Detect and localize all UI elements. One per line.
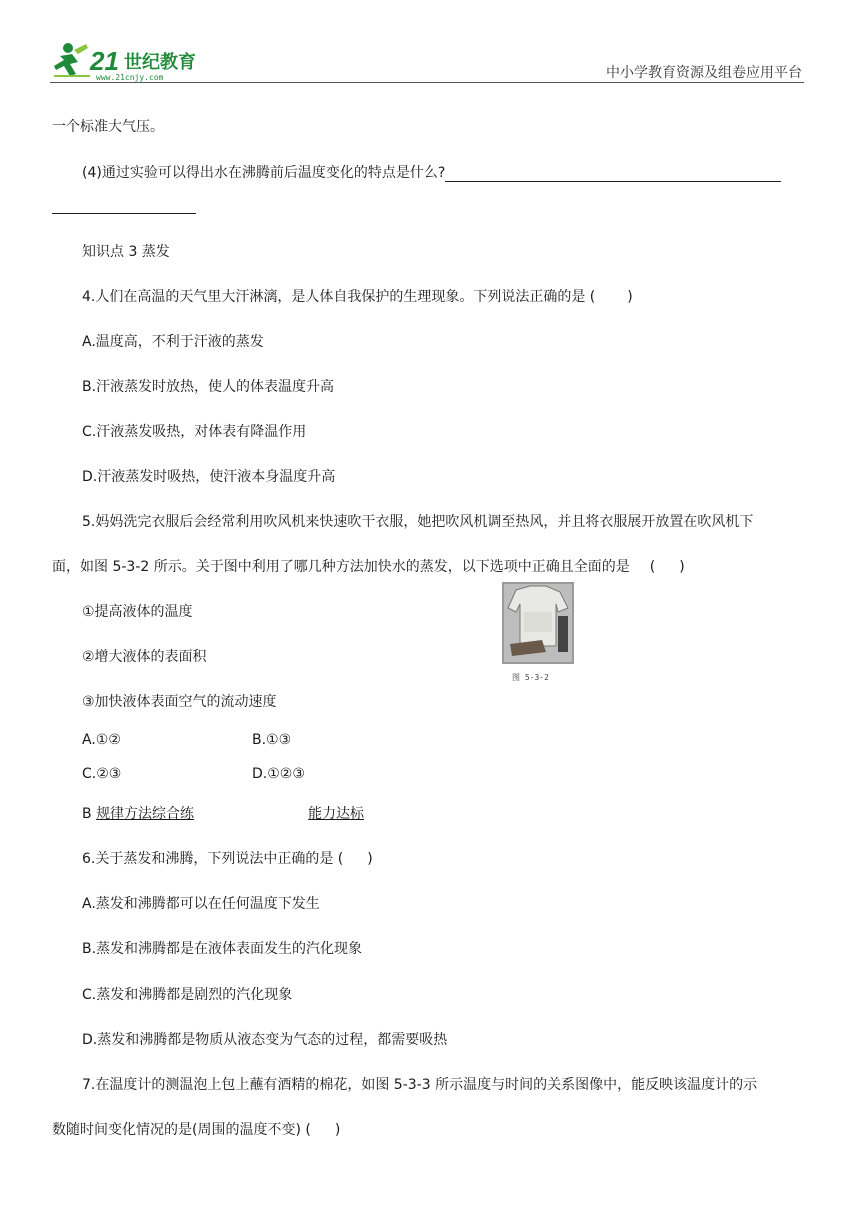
option-c: C.②③ xyxy=(82,766,122,782)
question-7-cont: 数随时间变化情况的是(周围的温度不变) ( ) xyxy=(52,1122,341,1138)
option-d: D.①②③ xyxy=(252,766,305,782)
option-d: D.蒸发和沸腾都是物质从液态变为气态的过程，都需要吸热 xyxy=(82,1032,448,1048)
question-text: 4.人们在高温的天气里大汗淋漓，是人体自我保护的生理现象。下列说法正确的是 ( xyxy=(82,289,596,305)
question-5: 5.妈妈洗完衣服后会经常利用吹风机来快速吹干衣服，她把吹风机调至热风，并且将衣服展开放置在吹风机下 xyxy=(82,514,754,530)
option-a: A.温度高，不利于汗液的蒸发 xyxy=(82,334,264,350)
svg-text:www.21cnjy.com: www.21cnjy.com xyxy=(96,73,164,82)
figure-caption: 图 5-3-2 xyxy=(512,673,549,682)
clothes-photo xyxy=(502,582,574,664)
option-c: C.汗液蒸发吸热，对体表有降温作用 xyxy=(82,424,307,440)
question-5-cont: 面，如图 5-3-2 所示。关于图中利用了哪几种方法加快水的蒸发，以下选项中正确且全面的是 ( ) xyxy=(52,559,685,575)
text-line: 一个标准大气压。 xyxy=(52,119,164,135)
method-3: ③加快液体表面空气的流动速度 xyxy=(82,694,277,710)
platform-name: 中小学教育资源及组卷应用平台 xyxy=(606,65,802,81)
paren-open: ( xyxy=(649,559,656,575)
option-b: B.①③ xyxy=(252,732,292,748)
section-b-heading: B 规律方法综合练 能力达标 xyxy=(82,805,370,823)
question-text: (4)通过实验可以得出水在沸腾前后温度变化的特点是什么? xyxy=(82,165,446,181)
svg-text:21: 21 xyxy=(90,46,119,76)
option-b: B.汗液蒸发时放热，使人的体表温度升高 xyxy=(82,379,335,395)
question-4 xyxy=(82,288,633,306)
svg-text:世纪教育: 世纪教育 xyxy=(124,52,196,73)
method-1: ①提高液体的温度 xyxy=(82,604,193,620)
question-4-part xyxy=(82,164,781,182)
answer-blank[interactable] xyxy=(445,166,781,182)
header-divider xyxy=(50,82,804,83)
method-2: ②增大液体的表面积 xyxy=(82,649,207,665)
page-header xyxy=(0,0,860,90)
option-a: A.蒸发和沸腾都可以在任何温度下发生 xyxy=(82,896,320,912)
option-a: A.①② xyxy=(82,732,121,748)
section-title: 规律方法综合练 能力达标 xyxy=(96,806,365,822)
logo-icon xyxy=(50,40,220,82)
question-6: 6.关于蒸发和沸腾，下列说法中正确的是 ( ) xyxy=(82,851,373,867)
section-heading: 知识点 3 蒸发 xyxy=(82,244,170,260)
question-7: 7.在温度计的测温泡上包上蘸有酒精的棉花，如图 5-3-3 所示温度与时间的关系图像中，能反映该温度计的示 xyxy=(82,1077,758,1093)
logo xyxy=(50,40,220,82)
option-b: B.蒸发和沸腾都是在液体表面发生的汽化现象 xyxy=(82,941,363,957)
option-c: C.蒸发和沸腾都是剧烈的汽化现象 xyxy=(82,987,293,1003)
answer-blank-continued[interactable] xyxy=(52,198,196,214)
paren-close: ) xyxy=(679,559,685,575)
option-d: D.汗液蒸发时吸热，使汗液本身温度升高 xyxy=(82,469,336,485)
paren-close: ) xyxy=(627,289,633,305)
